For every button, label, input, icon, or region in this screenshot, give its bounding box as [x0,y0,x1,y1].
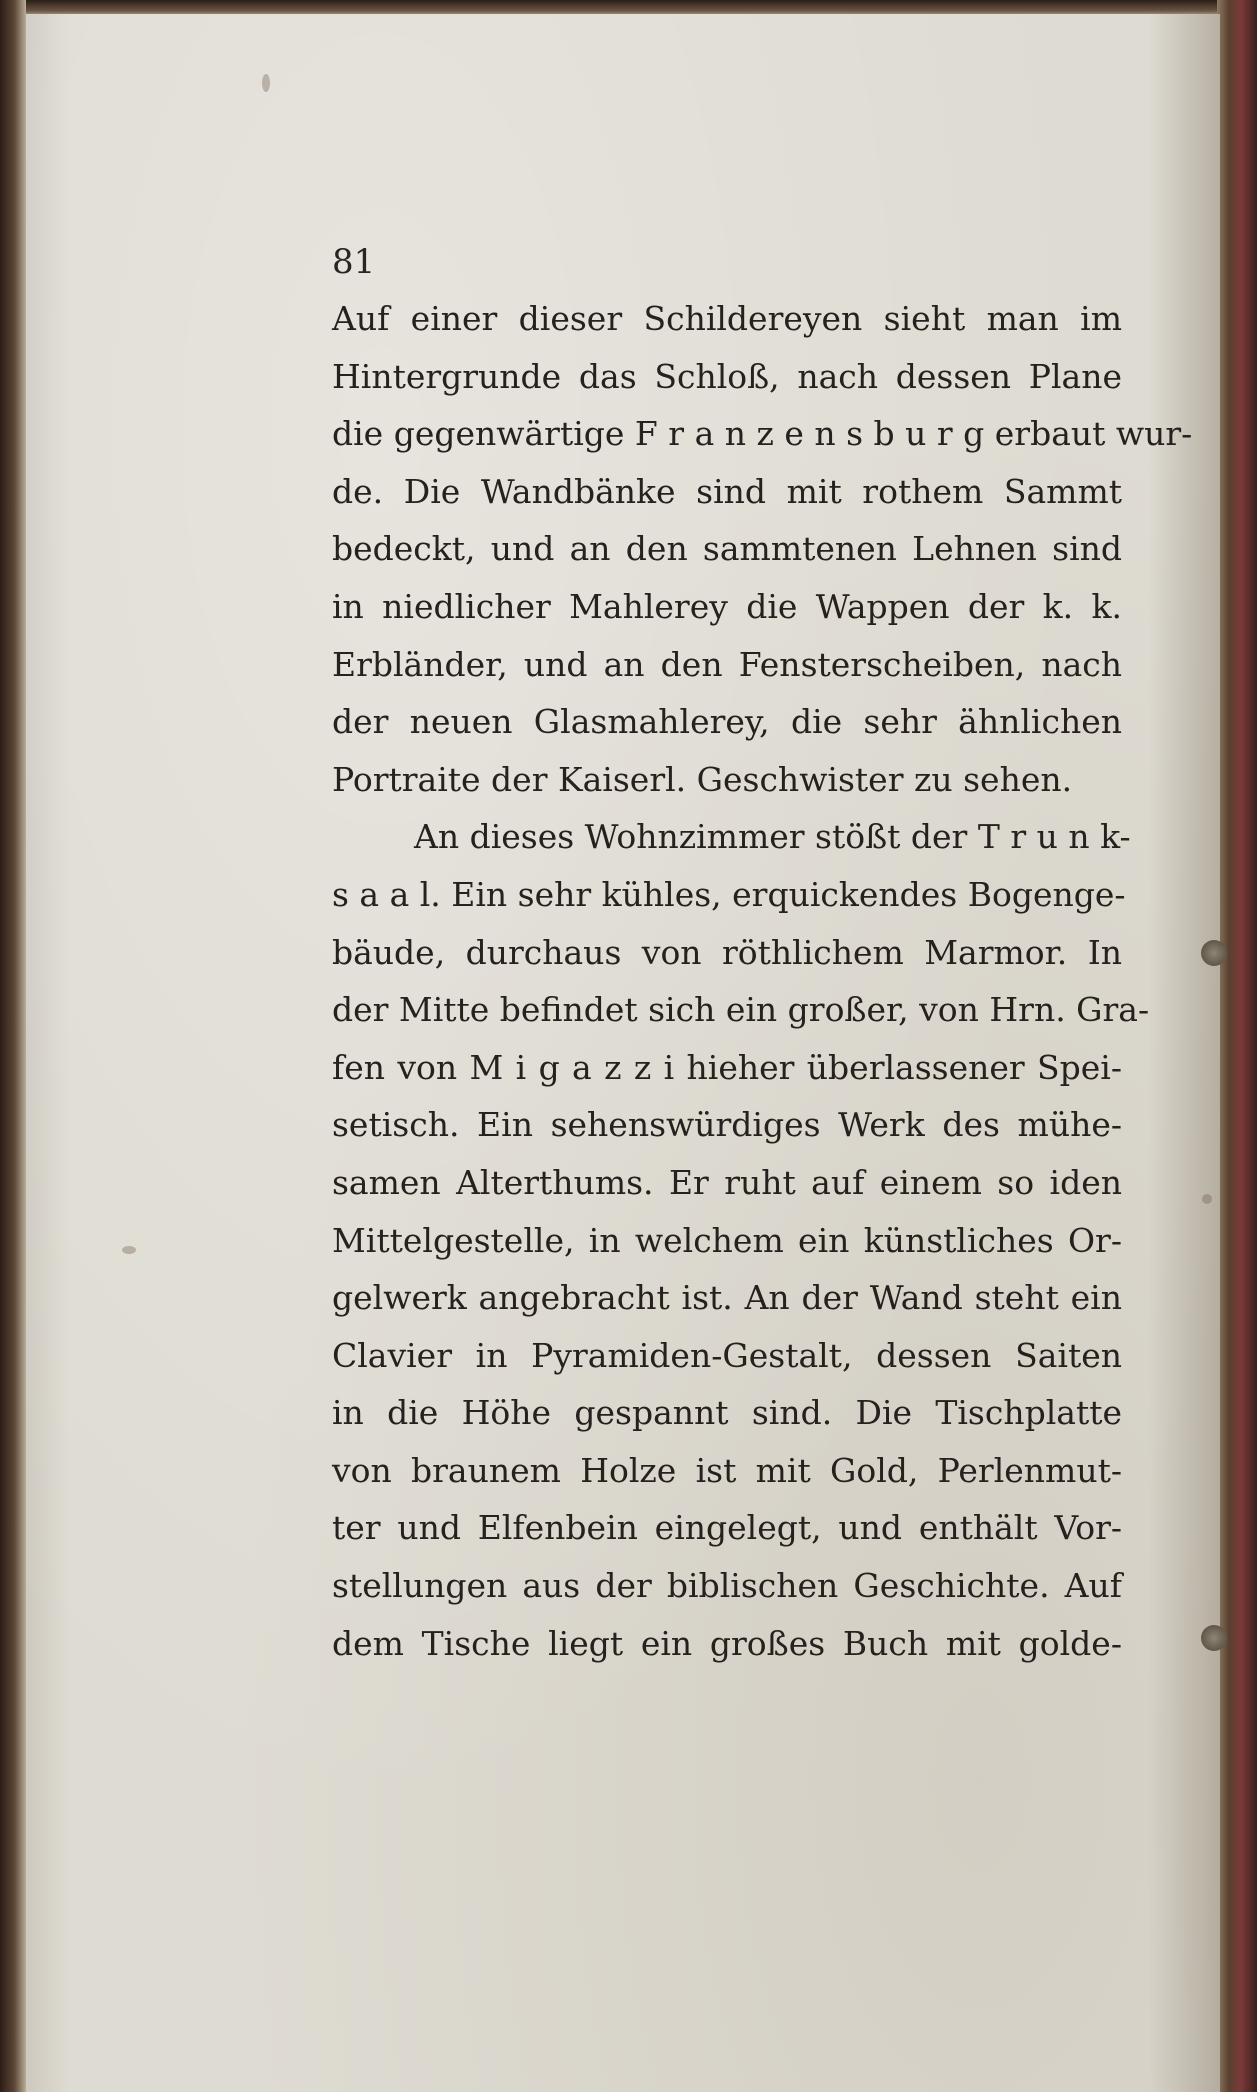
text-line: der Mitte befindet sich ein großer, von Hrn. Gra- [332,990,1150,1030]
text-line: in niedlicher Mahlerey die Wappen der k. k. [332,586,1122,626]
text-line: ter und Elfenbein eingelegt, und enthält Vor- [332,1508,1122,1548]
text-line: der neuen Glasmahlerey, die sehr ähnlichen [332,702,1122,742]
body-text [332,290,1193,1672]
binding-thread-knot [1201,940,1227,966]
page-number: 81 [332,242,376,282]
text-line: in die Höhe gespannt sind. Die Tischplatte [332,1393,1122,1433]
page-stain [262,74,270,92]
page-stain [122,1246,136,1254]
text-line: bedeckt, und an den sammtenen Lehnen sind [332,529,1122,569]
text-line: Auf einer dieser Schildereyen sieht man im [332,299,1122,338]
text-line: Erbländer, und an den Fensterscheiben, nach [332,644,1122,684]
text-line: An dieses Wohnzimmer stößt der T r u n k- [414,817,1131,857]
book-left-edge [0,0,26,2092]
binding-thread-knot [1201,1625,1227,1651]
text-line: Mittelgestelle, in welchem ein künstliches Or- [332,1220,1122,1260]
text-line: Portraite der Kaiserl. Geschwister zu sehen. [332,759,1073,799]
text-line: die gegenwärtige F r a n z e n s b u r g erbaut wur- [332,414,1193,454]
text-line: samen Alterthums. Er ruht auf einem so iden [332,1162,1122,1202]
book-cover-right-edge [1217,0,1257,2092]
text-line: s a a l. Ein sehr kühles, erquickendes Bogenge- [332,874,1126,914]
text-line: de. Die Wandbänke sind mit rothem Sammt [332,471,1122,511]
page-stain [1202,1194,1212,1204]
text-line: stellungen aus der biblischen Geschichte. Auf [332,1566,1122,1606]
text-line: bäude, durchaus von röthlichem Marmor. In [332,932,1122,972]
text-line: gelwerk angebracht ist. An der Wand steht ein [332,1278,1122,1318]
text-line: Hintergrunde das Schloß, nach dessen Plane [332,356,1122,396]
text-line: setisch. Ein sehenswürdiges Werk des mühe- [332,1105,1122,1145]
text-line: fen von M i g a z z i hieher überlassener Spei- [332,1047,1122,1087]
text-line: dem Tische liegt ein großes Buch mit golde- [332,1623,1122,1663]
text-line: Clavier in Pyramiden-Gestalt, dessen Saiten [332,1335,1122,1375]
text-line: von braunem Holze ist mit Gold, Perlenmut- [332,1450,1122,1490]
